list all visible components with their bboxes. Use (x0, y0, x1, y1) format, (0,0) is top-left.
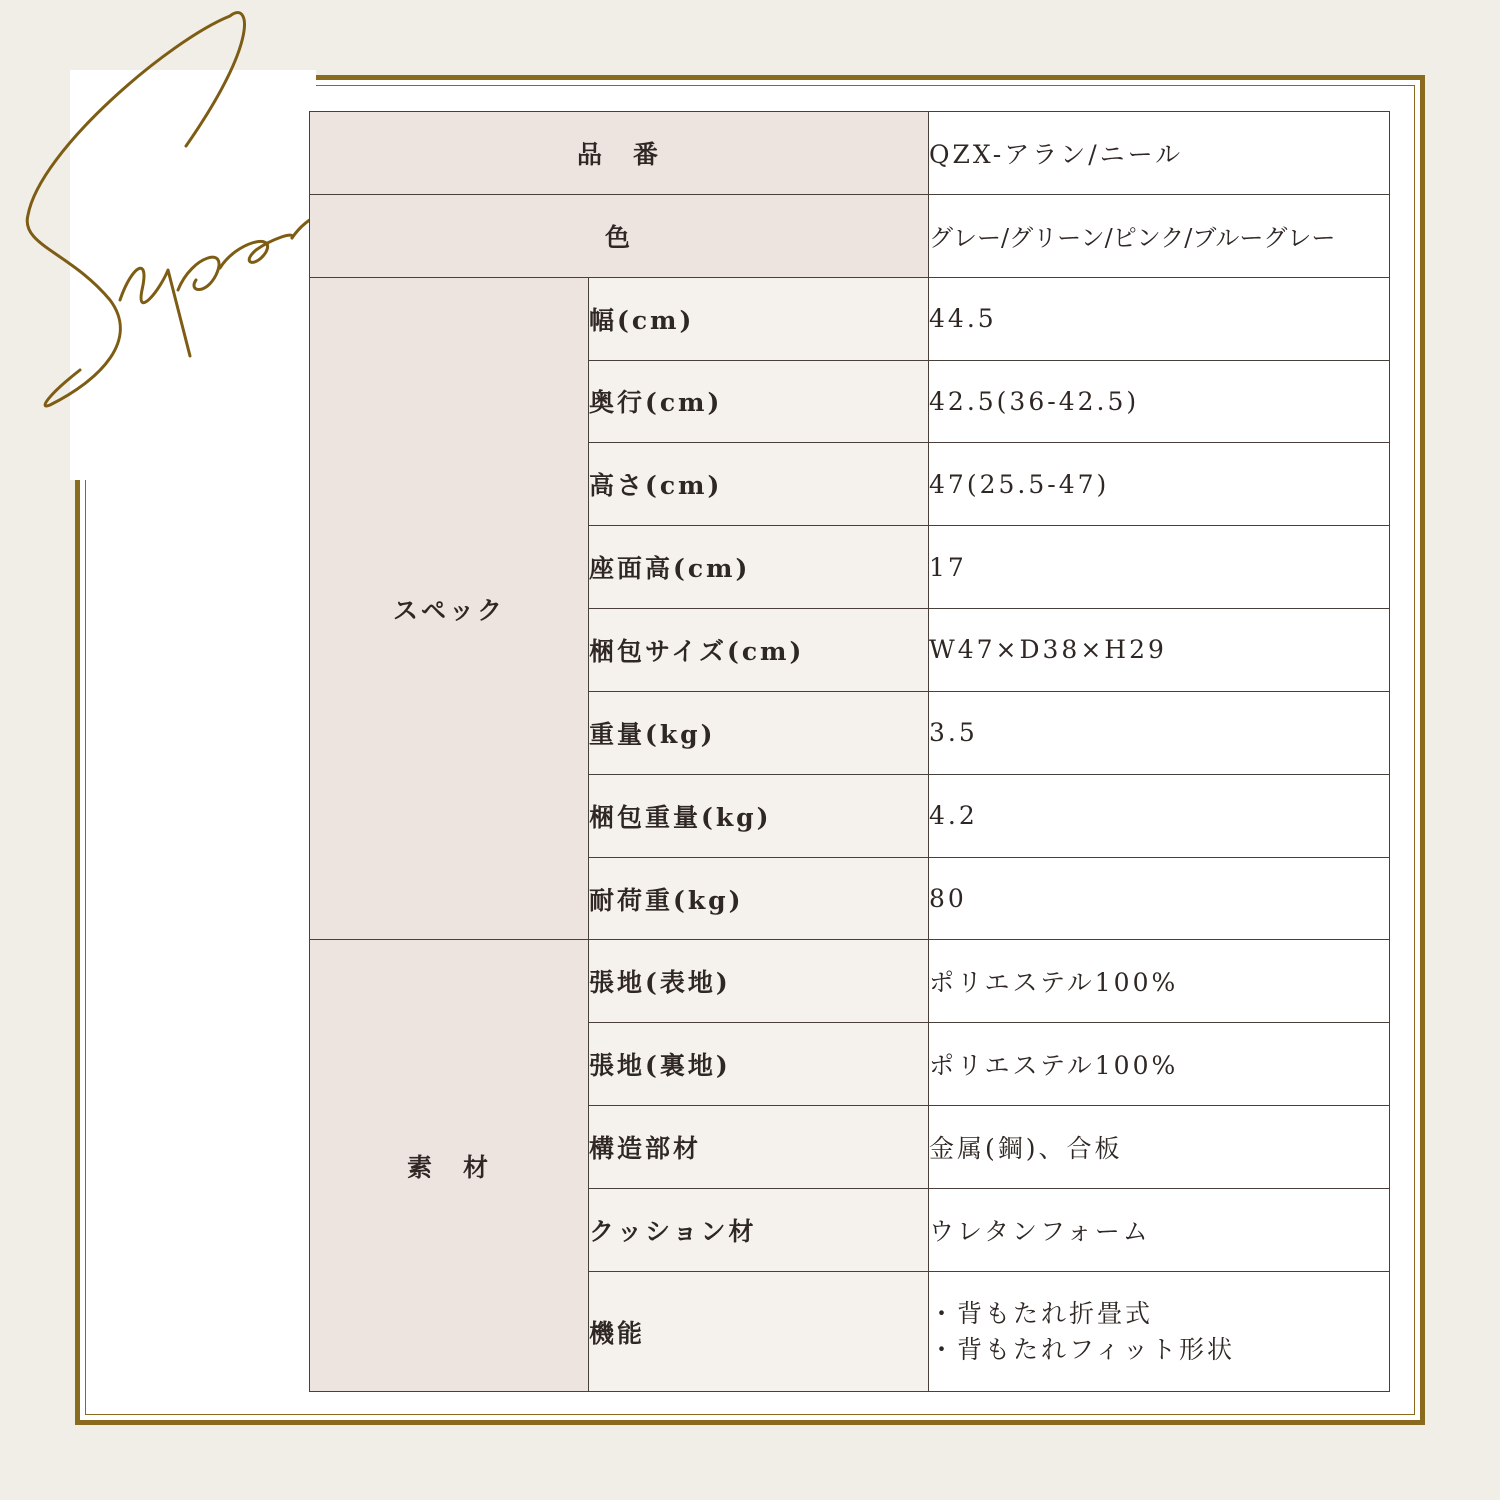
width-label: 幅(cm) (589, 277, 929, 360)
depth-value: 42.5(36-42.5) (929, 360, 1390, 443)
seat-height-value: 17 (929, 526, 1390, 609)
seat-height-label: 座面高(cm) (589, 526, 929, 609)
height-value: 47(25.5-47) (929, 443, 1390, 526)
weight-value: 3.5 (929, 691, 1390, 774)
height-label: 高さ(cm) (589, 443, 929, 526)
spec-group-label: スペック (310, 277, 589, 940)
table-row (310, 940, 1390, 1023)
package-size-value: W47×D38×H29 (929, 609, 1390, 692)
package-size-label: 梱包サイズ(cm) (589, 609, 929, 692)
upholstery-inner-value: ポリエステル100% (929, 1023, 1390, 1106)
frame-material-label: 構造部材 (589, 1106, 929, 1189)
table-row (310, 194, 1390, 277)
color-label: 色 (310, 194, 929, 277)
table-row (310, 277, 1390, 360)
package-weight-label: 梱包重量(kg) (589, 774, 929, 857)
feature-item: ・背もたれフィット形状 (929, 1334, 1236, 1364)
weight-label: 重量(kg) (589, 691, 929, 774)
width-value: 44.5 (929, 277, 1390, 360)
frame-material-value: 金属(鋼)、合板 (929, 1106, 1390, 1189)
upholstery-outer-label: 張地(表地) (589, 940, 929, 1023)
cushion-material-label: クッション材 (589, 1188, 929, 1271)
spec-script-logo (0, 0, 360, 430)
spec-table (309, 111, 1390, 1392)
table-row (310, 112, 1390, 195)
load-capacity-value: 80 (929, 857, 1390, 940)
features-value (929, 1272, 1390, 1392)
depth-label: 奥行(cm) (589, 360, 929, 443)
upholstery-inner-label: 張地(裏地) (589, 1023, 929, 1106)
features-label: 機能 (589, 1272, 929, 1392)
model-label: 品 番 (310, 112, 929, 195)
package-weight-value: 4.2 (929, 774, 1390, 857)
load-capacity-label: 耐荷重(kg) (589, 857, 929, 940)
upholstery-outer-value: ポリエステル100% (929, 940, 1390, 1023)
color-value: グレー/グリーン/ピンク/ブルーグレー (929, 194, 1390, 277)
cushion-material-value: ウレタンフォーム (929, 1188, 1390, 1271)
material-group-label: 素 材 (310, 940, 589, 1392)
model-value: QZX-アラン/ニール (929, 112, 1390, 195)
feature-item: ・背もたれ折畳式 (929, 1298, 1154, 1328)
